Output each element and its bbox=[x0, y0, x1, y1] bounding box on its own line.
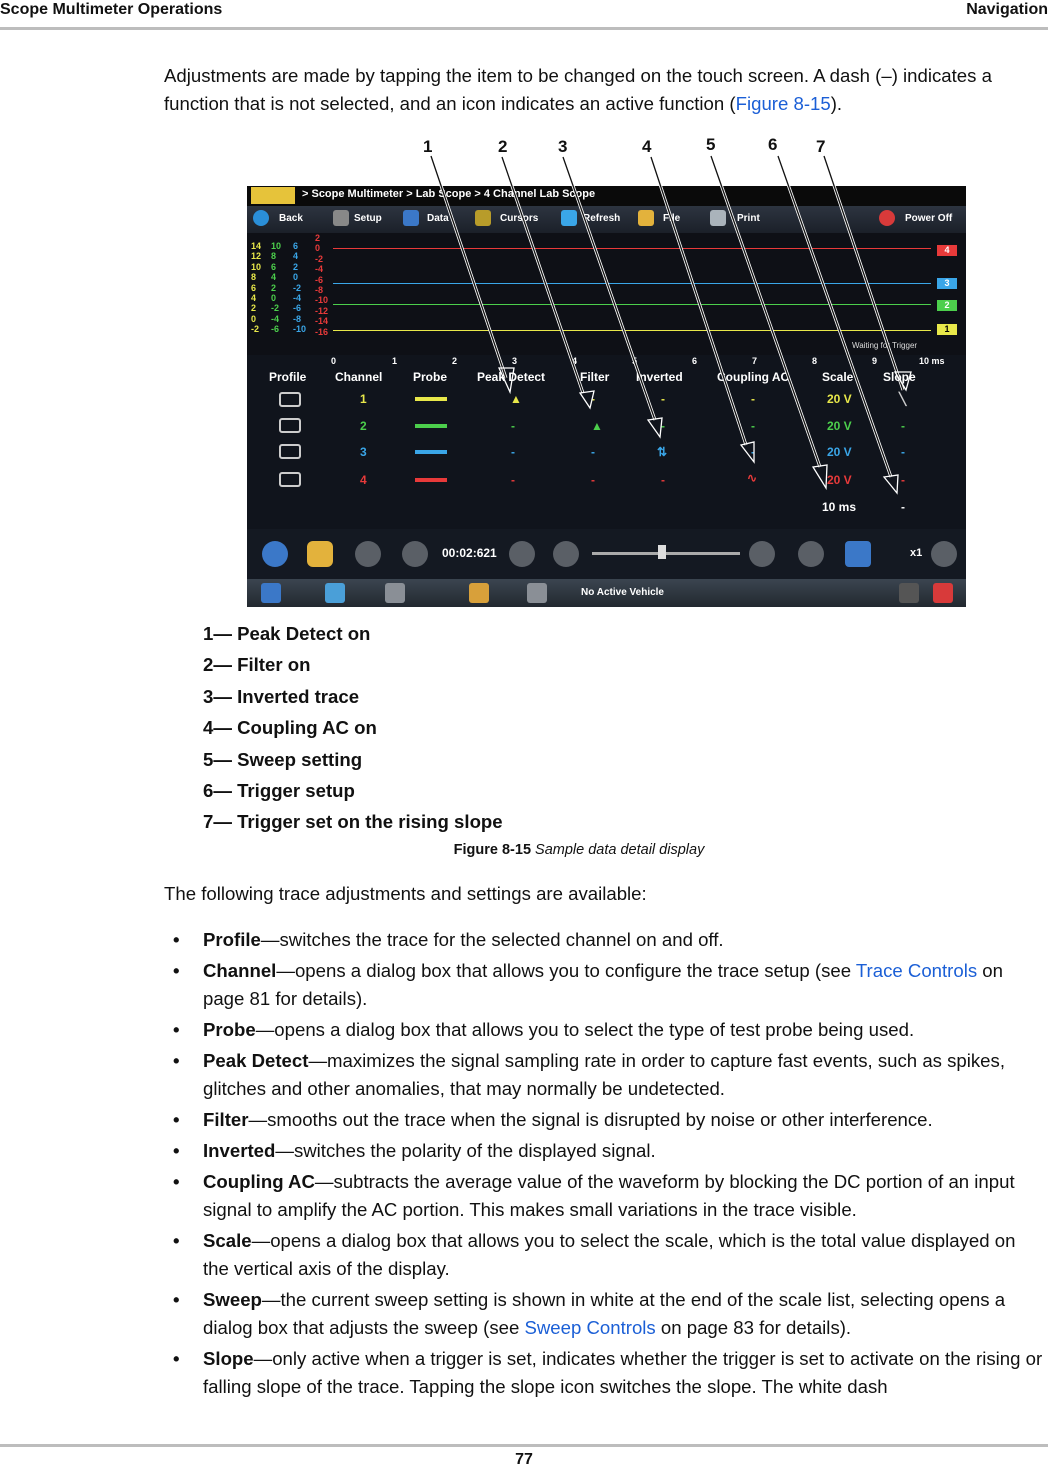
fast-forward-icon[interactable] bbox=[798, 541, 824, 567]
print-button[interactable]: Print bbox=[737, 213, 760, 224]
vehicle-status: No Active Vehicle bbox=[581, 587, 664, 598]
slope-dash[interactable]: - bbox=[901, 419, 905, 433]
slope-dash[interactable]: - bbox=[901, 473, 905, 487]
y-scale-ch3: 6 4 2 0 -2 -4 -6 -8 -10 bbox=[293, 241, 307, 335]
screen-title-bar bbox=[247, 186, 966, 206]
probe-icon[interactable] bbox=[415, 397, 447, 401]
col-channel: Channel bbox=[335, 370, 383, 384]
file-button[interactable]: File bbox=[663, 213, 681, 224]
filter-dash[interactable]: - bbox=[591, 445, 595, 459]
probe-icon[interactable] bbox=[415, 424, 447, 428]
list-item: • Inverted—switches the polarity of the displayed signal. bbox=[173, 1140, 656, 1161]
car-icon[interactable] bbox=[527, 583, 547, 603]
list-icon[interactable] bbox=[325, 583, 345, 603]
callout-5: 5 bbox=[706, 135, 716, 154]
callout-6: 6 bbox=[768, 135, 778, 154]
page-number: 77 bbox=[515, 1451, 533, 1468]
probe-icon[interactable] bbox=[415, 478, 447, 482]
probe-icon[interactable] bbox=[415, 450, 447, 454]
y-scale-ch1: 14 12 10 8 6 4 2 0 -2 bbox=[251, 241, 262, 335]
scale-button[interactable]: 20 V bbox=[827, 419, 852, 433]
list-item: • Slope—only active when a trigger is set, indicates whether the trigger is set to activate on the rising or falling slope of the trace. Tapping the slope icon switches the slope. The white dash bbox=[173, 1348, 1043, 1397]
figure-legend bbox=[203, 621, 503, 841]
app-logo-icon bbox=[251, 187, 295, 204]
back-icon bbox=[253, 210, 269, 226]
scope-screenshot: > Scope Multimeter > Lab Scope > 4 Channel Lab Scope Back Setup Data Cursors Refresh File Print Power Off 14 12 10 8 6 4 2 0 -2 10 8 6 4 2 0 -2 -4 -6 6 4 2 0 -2 -4 -6 -8 -10 2 0 -2 -4 -6 -8 -10 -12 -14 -16 4 3 2 1 Waiting for Trigger 0 1 2 3 4 5 6 7 8 9 10 ms Profile Channel Probe Peak Detect Filter Inverted Coupling AC Scale Slope 1 ▲ - - - 20 V ╲ 2 - ▲ - - 20 V - 3 - - ⇅ - 20 V - 4 - - - ∿ 20 V - 10 ms - 00:02:621 x1 No Active Vehicle bbox=[247, 186, 966, 607]
sweep-controls-link[interactable]: Sweep Controls bbox=[524, 1317, 656, 1338]
timer: 00:02:621 bbox=[442, 546, 497, 560]
peak-detect-dash[interactable]: - bbox=[511, 473, 515, 487]
cursors-icon bbox=[475, 210, 491, 226]
slope-icon[interactable]: ╲ bbox=[899, 392, 907, 406]
battery-icon[interactable] bbox=[933, 583, 953, 603]
step-forward-icon[interactable] bbox=[749, 541, 775, 567]
setup-button[interactable]: Setup bbox=[354, 213, 382, 224]
page-header bbox=[0, 0, 1048, 30]
peak-detect-dash[interactable]: - bbox=[511, 445, 515, 459]
scope-trace-area bbox=[247, 233, 966, 355]
scale-button[interactable]: 20 V bbox=[827, 445, 852, 459]
list-item: • Probe—opens a dialog box that allows you to select the type of test probe being used. bbox=[173, 1019, 915, 1040]
channel-4-button[interactable]: 4 bbox=[360, 473, 367, 487]
page-footer-rule bbox=[0, 1444, 1048, 1447]
channel-1-button[interactable]: 1 bbox=[360, 392, 367, 406]
profile-toggle-4[interactable] bbox=[279, 472, 301, 487]
taskbar bbox=[247, 579, 966, 607]
col-inverted: Inverted bbox=[636, 370, 683, 384]
col-peak-detect: Peak Detect bbox=[477, 370, 546, 384]
legend-item: 4— Coupling AC on bbox=[203, 717, 377, 739]
refresh-button[interactable]: Refresh bbox=[583, 213, 621, 224]
callout-1: 1 bbox=[423, 137, 433, 156]
filter-icon[interactable]: ▲ bbox=[591, 419, 603, 433]
figure-caption: Figure 8-15 Sample data detail display bbox=[453, 842, 705, 858]
screen-toolbar bbox=[247, 206, 966, 233]
channel-box-2[interactable]: 2 bbox=[937, 300, 957, 311]
figure-link[interactable]: Figure 8-15 bbox=[735, 93, 831, 114]
inverted-icon[interactable]: ⇅ bbox=[657, 445, 668, 459]
header-section-title: Scope Multimeter Operations bbox=[0, 1, 223, 18]
peak-detect-icon[interactable]: ▲ bbox=[510, 392, 522, 406]
y-scale-ch2: 10 8 6 4 2 0 -2 -4 -6 bbox=[271, 241, 282, 335]
coupling-ac-icon[interactable]: ∿ bbox=[747, 471, 758, 485]
inverted-dash[interactable]: - bbox=[661, 473, 665, 487]
profile-toggle-3[interactable] bbox=[279, 444, 301, 459]
callout-3: 3 bbox=[558, 137, 568, 156]
inverted-dash[interactable]: - bbox=[661, 419, 665, 433]
gear-icon bbox=[333, 210, 349, 226]
legend-item: 5— Sweep setting bbox=[203, 748, 363, 770]
zoom-level: x1 bbox=[910, 547, 923, 559]
legend-item: 3— Inverted trace bbox=[203, 685, 360, 707]
trace-ch2 bbox=[333, 304, 931, 305]
legend-item: 2— Filter on bbox=[203, 654, 311, 676]
coupling-dash[interactable]: - bbox=[751, 392, 755, 406]
cursors-button[interactable]: Cursors bbox=[500, 213, 539, 224]
inverted-dash[interactable]: - bbox=[661, 392, 665, 406]
callout-2: 2 bbox=[498, 137, 508, 156]
list-item: • Peak Detect—maximizes the signal sampling rate in order to capture fast events, such as spikes, glitches and other anomalies, that may normally be undetected. bbox=[173, 1050, 1005, 1099]
header-chapter-title: Navigation bbox=[966, 1, 1048, 18]
rewind-icon[interactable] bbox=[509, 541, 535, 567]
trace-ch1 bbox=[333, 330, 931, 331]
callout-4: 4 bbox=[642, 137, 652, 156]
trigger-status: Waiting for Trigger bbox=[852, 341, 918, 350]
vehicle-icon[interactable] bbox=[469, 583, 489, 603]
settings-list bbox=[164, 926, 1046, 1404]
list-item: • Profile—switches the trace for the selected channel on and off. bbox=[173, 929, 724, 950]
profile-toggle-2[interactable] bbox=[279, 418, 301, 433]
expand-icon[interactable] bbox=[845, 541, 871, 567]
scale-button[interactable]: 20 V bbox=[827, 392, 852, 406]
tools-icon[interactable] bbox=[385, 583, 405, 603]
channel-box-4[interactable]: 4 bbox=[937, 245, 957, 256]
play-icon[interactable] bbox=[355, 541, 381, 567]
slider-handle[interactable] bbox=[658, 545, 666, 559]
col-filter: Filter bbox=[580, 370, 610, 384]
legend-item: 6— Trigger setup bbox=[203, 779, 355, 801]
section-intro: The following trace adjustments and settings are available: bbox=[164, 883, 647, 904]
list-item: • Channel—opens a dialog box that allows you to configure the trace setup (see Trace Controls on page 81 for details). bbox=[173, 960, 1003, 1009]
trace-ch4 bbox=[333, 248, 931, 249]
record-icon[interactable] bbox=[402, 541, 428, 567]
home-icon[interactable] bbox=[261, 583, 281, 603]
col-probe: Probe bbox=[413, 370, 448, 384]
trace-controls-link[interactable]: Trace Controls bbox=[855, 960, 978, 981]
filter-dash[interactable]: - bbox=[591, 473, 595, 487]
slope-dash[interactable]: - bbox=[901, 445, 905, 459]
col-coupling-ac: Coupling AC bbox=[717, 370, 790, 384]
peak-detect-dash[interactable]: - bbox=[511, 419, 515, 433]
list-item: • Sweep—the current sweep setting is shown in white at the end of the scale list, selecting opens a dialog box that adjusts the sweep (see Sweep Controls on page 83 for details). bbox=[173, 1289, 1006, 1338]
channel-box-1[interactable]: 1 bbox=[937, 324, 957, 335]
callout-7: 7 bbox=[816, 137, 826, 156]
intro-paragraph: Adjustments are made by tapping the item to be changed on the touch screen. A dash (–) indicates a function that is not selected, and an icon indicates an active function (Figure 8-15). bbox=[164, 65, 992, 114]
step-back-icon[interactable] bbox=[553, 541, 579, 567]
channel-3-button[interactable]: 3 bbox=[360, 445, 367, 459]
channel-2-button[interactable]: 2 bbox=[360, 419, 367, 433]
profile-toggle-1[interactable] bbox=[279, 392, 301, 407]
sweep-button[interactable]: 10 ms bbox=[822, 500, 857, 514]
legend-item: 1— Peak Detect on bbox=[203, 623, 371, 644]
list-item: • Filter—smooths out the trace when the signal is disrupted by noise or other interference. bbox=[173, 1109, 933, 1130]
camera-icon[interactable] bbox=[262, 541, 288, 567]
back-button[interactable]: Back bbox=[279, 213, 303, 224]
y-scale-ch4: 2 0 -2 -4 -6 -8 -10 -12 -14 -16 bbox=[315, 233, 329, 337]
legend-item: 7— Trigger set on the rising slope bbox=[203, 811, 503, 833]
list-item: • Scale—opens a dialog box that allows you to select the scale, which is the total value displayed on the vertical axis of the display. bbox=[173, 1230, 1016, 1279]
breadcrumb: > Scope Multimeter > Lab Scope > 4 Channel Lab Scope bbox=[302, 188, 596, 200]
wifi-icon[interactable] bbox=[899, 583, 919, 603]
coupling-dash[interactable]: - bbox=[751, 445, 755, 459]
refresh-icon bbox=[561, 210, 577, 226]
filter-dash[interactable]: - bbox=[591, 392, 595, 406]
trigger-dash[interactable]: - bbox=[901, 500, 905, 514]
trace-ch3 bbox=[333, 283, 931, 284]
power-off-button[interactable]: Power Off bbox=[905, 213, 953, 224]
data-icon bbox=[403, 210, 419, 226]
col-profile: Profile bbox=[269, 370, 307, 384]
scale-button[interactable]: 20 V bbox=[827, 473, 852, 487]
list-item: • Coupling AC—subtracts the average value of the waveform by blocking the DC portion of an input signal to amplify the AC portion. This makes small variations in the trace visible. bbox=[173, 1171, 1015, 1220]
zoom-icon[interactable] bbox=[931, 541, 957, 567]
playback-slider[interactable] bbox=[592, 552, 740, 555]
playback-bar bbox=[247, 529, 966, 579]
close-icon bbox=[879, 210, 895, 226]
channel-box-3[interactable]: 3 bbox=[937, 278, 957, 289]
data-button[interactable]: Data bbox=[427, 213, 449, 224]
folder-icon bbox=[638, 210, 654, 226]
coupling-dash[interactable]: - bbox=[751, 419, 755, 433]
col-scale: Scale bbox=[822, 370, 854, 384]
stop-record-icon[interactable] bbox=[307, 541, 333, 567]
printer-icon bbox=[710, 210, 726, 226]
col-slope: Slope bbox=[883, 370, 916, 384]
